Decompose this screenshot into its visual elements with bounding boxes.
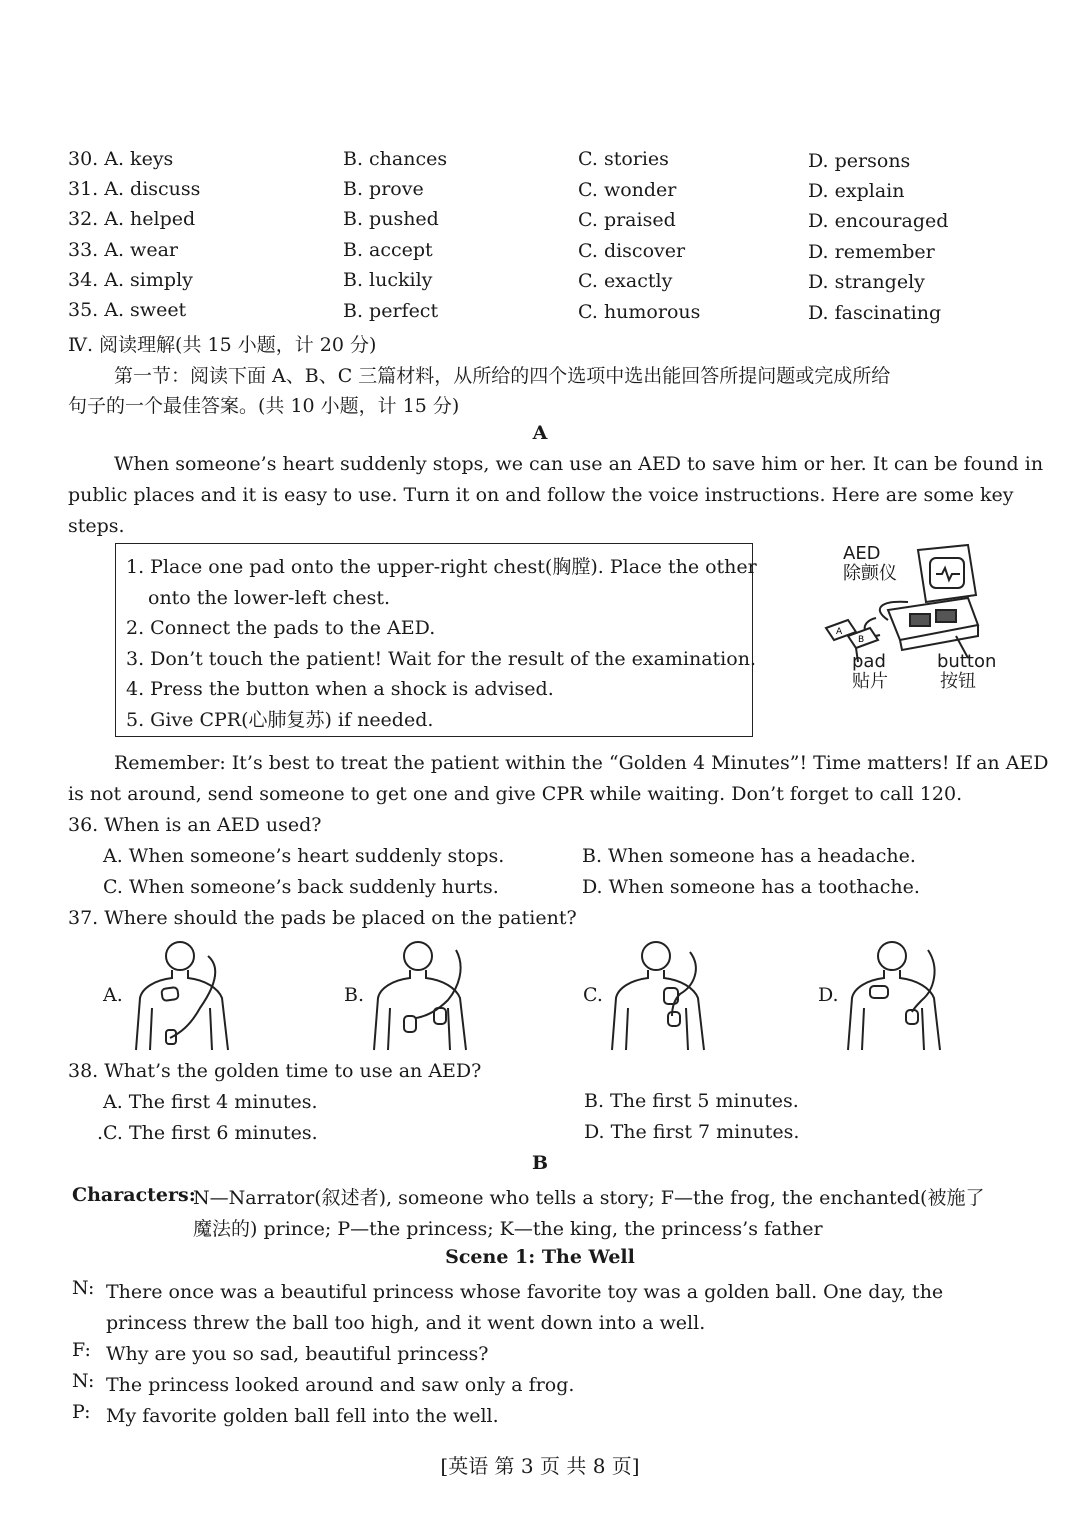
q36-option-b: B. When someone has a headache. (582, 845, 916, 867)
option-33-c: C. discover (578, 240, 686, 262)
pad-letter-b: B (858, 635, 865, 645)
step-1-continued: onto the lower-left chest. (148, 586, 391, 609)
q38-option-b: B. The first 5 minutes. (584, 1090, 799, 1112)
option-33-b: B. accept (343, 239, 433, 261)
option-35-b: B. perfect (343, 300, 439, 322)
option-30-a: 30. A. keys (68, 148, 174, 170)
step-2: 2. Connect the pads to the AED. (126, 617, 436, 639)
page-footer: [英语 第 3 页 共 8 页] (440, 1454, 640, 1478)
option-31-a: 31. A. discuss (68, 178, 201, 200)
option-34-b: B. luckily (343, 269, 433, 291)
q36-stem: 36. When is an AED used? (68, 814, 322, 836)
option-34-a: 34. A. simply (68, 269, 193, 291)
remember-line-1: Remember: It’s best to treat the patient within the “Golden 4 Minutes”! Time matters! If an AED (114, 752, 1049, 774)
option-34-d: D. strangely (808, 271, 925, 293)
dialogue-line: My favorite golden ball fell into the well. (106, 1405, 499, 1427)
q37-label-b: B. (344, 984, 365, 1006)
step-3: 3. Don’t touch the patient! Wait for the result of the examination. (126, 647, 756, 670)
button-label: button (937, 651, 997, 672)
option-35-d: D. fascinating (808, 302, 942, 324)
q38-option-c: .C. The first 6 minutes. (97, 1122, 318, 1144)
q37-stem: 37. Where should the pads be placed on the patient? (68, 907, 577, 929)
characters-label: Characters: (72, 1184, 196, 1206)
passage-b-heading: B (531, 1152, 549, 1174)
dialogue-line: The princess looked around and saw only a frog. (106, 1374, 575, 1396)
option-30-c: C. stories (578, 148, 669, 170)
q36-option-a: A. When someone’s heart suddenly stops. (103, 845, 505, 867)
option-35-a: 35. A. sweet (68, 299, 187, 321)
characters-line-1: N—Narrator(叙述者), someone who tells a story; F—the frog, the enchanted(被施了 (193, 1187, 985, 1209)
option-33-a: 33. A. wear (68, 239, 178, 261)
step-5: 5. Give CPR(心肺复苏) if needed. (126, 708, 434, 731)
option-31-d: D. explain (808, 180, 905, 202)
step-1: 1. Place one pad onto the upper-right chest(胸膛). Place the other (126, 556, 757, 578)
aed-device-icon (818, 540, 988, 665)
option-31-c: C. wonder (578, 179, 677, 201)
q37-label-a: A. (103, 984, 123, 1006)
pad-label: pad (852, 651, 886, 672)
aed-steps-box (115, 543, 757, 737)
option-30-b: B. chances (343, 148, 448, 170)
option-32-c: C. praised (578, 209, 676, 231)
passage-a-intro-2: public places and it is easy to use. Turn it on and follow the voice instructions. Here are some key (68, 484, 1014, 506)
aed-cn-label: 除颤仪 (843, 563, 897, 584)
dialogue-line: Why are you so sad, beautiful princess? (106, 1343, 489, 1365)
scene-title: Scene 1: The Well (445, 1246, 635, 1268)
step-4: 4. Press the button when a shock is advised. (126, 678, 554, 700)
q36-option-d: D. When someone has a toothache. (582, 876, 920, 898)
torso-figure-a-icon (130, 938, 240, 1053)
remember-line-2: is not around, send someone to get one and give CPR while waiting. Don’t forget to call 120. (68, 783, 963, 805)
passage-a-intro-1: When someone’s heart suddenly stops, we can use an AED to save him or her. It can be found in (114, 453, 1044, 475)
option-31-b: B. prove (343, 178, 424, 200)
torso-figure-c-icon (606, 938, 716, 1053)
passage-a-heading: A (532, 422, 548, 444)
q36-option-c: C. When someone’s back suddenly hurts. (103, 876, 499, 898)
section-intro-line-2: 句子的一个最佳答案。(共 10 小题，计 15 分) (68, 395, 460, 417)
torso-figure-d-icon (842, 938, 952, 1053)
torso-figure-b-icon (368, 938, 478, 1053)
characters-line-2: 魔法的) prince; P—the princess; K—the king, the princess’s father (193, 1218, 823, 1240)
option-32-b: B. pushed (343, 208, 439, 230)
q37-label-c: C. (583, 984, 603, 1006)
option-32-d: D. encouraged (808, 210, 949, 232)
q38-option-a: A. The first 4 minutes. (103, 1091, 318, 1113)
option-35-c: C. humorous (578, 301, 701, 323)
pad-letter-a: A (836, 627, 843, 637)
option-30-d: D. persons (808, 150, 911, 172)
passage-a-intro-3: steps. (68, 515, 125, 537)
dialogue-speaker: P: (72, 1401, 91, 1423)
dialogue-speaker: N: (72, 1370, 95, 1392)
option-32-a: 32. A. helped (68, 208, 196, 230)
dialogue-line: There once was a beautiful princess whose favorite toy was a golden ball. One day, the princess threw the ball too high, and it went down into a well. (106, 1281, 944, 1334)
section-title: Ⅳ. 阅读理解(共 15 小题，计 20 分) (68, 334, 377, 356)
dialogue-speaker: N: (72, 1277, 95, 1299)
button-cn-label: 按钮 (940, 671, 976, 692)
q38-option-d: D. The first 7 minutes. (584, 1121, 800, 1143)
aed-label: AED (843, 543, 881, 564)
section-intro-line-1: 第一节：阅读下面 A、B、C 三篇材料，从所给的四个选项中选出能回答所提问题或完成所给 (114, 365, 891, 387)
dialogue-speaker: F: (72, 1339, 91, 1361)
q38-stem: 38. What’s the golden time to use an AED? (68, 1060, 482, 1082)
q37-label-d: D. (818, 984, 839, 1006)
option-33-d: D. remember (808, 241, 935, 263)
option-34-c: C. exactly (578, 270, 673, 292)
pad-cn-label: 贴片 (852, 671, 888, 692)
